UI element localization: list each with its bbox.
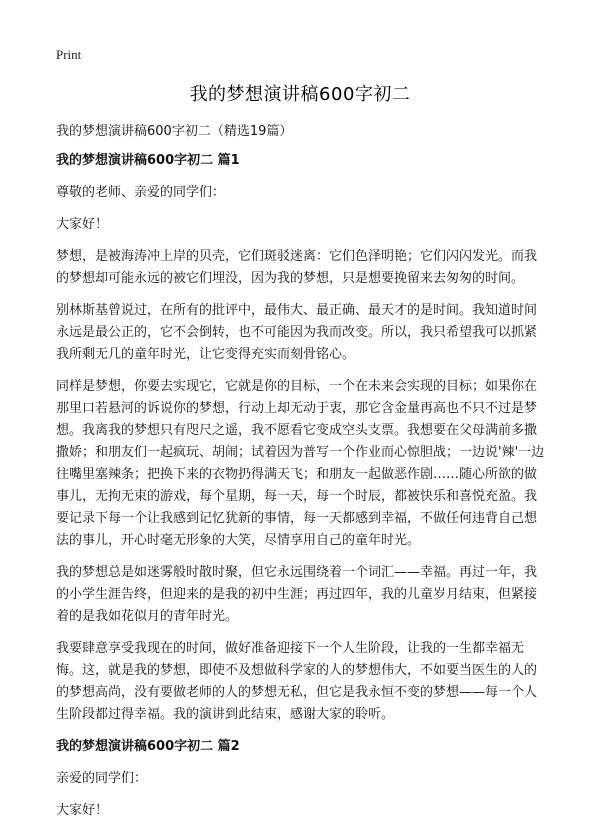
print-link[interactable]: Print <box>56 47 82 62</box>
document-subtitle: 我的梦想演讲稿600字初二（精选19篇） <box>56 124 293 139</box>
hello-1: 大家好！ <box>56 217 109 232</box>
section-heading-2: 我的梦想演讲稿600字初二 篇2 <box>56 739 240 754</box>
paragraph: 梦想，是被海涛冲上岸的贝壳，它们斑驳迷离：它们色泽明艳；它们闪闪发光。而我的梦想却可能永远的被它们埋没，因为我的梦想，只是想要挽留来去匆匆的时间。 <box>56 249 538 286</box>
greeting-1: 尊敬的老师、亲爱的同学们： <box>56 185 226 200</box>
document-body <box>56 150 548 832</box>
page-title: 我的梦想演讲稿600字初二 <box>189 84 411 105</box>
section-heading-1: 我的梦想演讲稿600字初二 篇1 <box>56 153 240 168</box>
paragraph: 同样是梦想，你要去实现它，它就是你的目标，一个在未来会实现的目标；如果你在那里口若悬河的诉说你的梦想，行动上却无动于衷，那它含金量再高也不只不过是梦想。我离我的梦想只有咫尺之遥，我不愿看它变成空头支票。我想要在父母满前多撒撒娇；和朋友们一起疯玩、胡闹；试着因为普写一个作业而心惊胆战；一边说'辣'一边往嘴里塞辣条；把换下来的衣物扔得满天飞；和朋友一起做恶作剧……随心所欲的做事儿，无拘无束的游戏，每个星期，每一天，每一个时辰，都被快乐和喜悦充盈。我要记录下每一个让我感到记忆犹新的事情，每一天都感到幸福，不做任何违背自己想法的事儿，开心时毫无形象的大笑，尽情享用自己的童年时光。 <box>56 379 545 548</box>
paragraph: 我要肆意享受我现在的时间，做好准备迎接下一个人生阶段，让我的一生都幸福无悔。这，就是我的梦想，即使不及想做科学家的人的梦想伟大，不如要当医生的人的的梦想高尚，没有要做老师的人的梦想无私，但它是我永恒不变的梦想——每一个人生阶段都过得幸福。我的演讲到此结束，感谢大家的聆听。 <box>56 641 538 722</box>
paragraph: 我的梦想总是如迷雾般时散时聚，但它永远围绕着一个词汇——幸福。再过一年，我的小学生涯告终，但迎来的是我的初中生涯；再过四年，我的儿童岁月结束，但紧接着的是我如花似月的青年时光。 <box>56 565 538 624</box>
greeting-2: 亲爱的同学们： <box>56 771 148 786</box>
hello-2: 大家好！ <box>56 803 109 818</box>
paragraph: 别林斯基曾说过，在所有的批评中，最伟大、最正确、最天才的是时间。我知道时间永远是最公正的，它不会倒转，也不可能因为我而改变。所以，我只希望我可以抓紧我所剩无几的童年时光，让它变得充实而刻骨铭心。 <box>56 303 538 362</box>
